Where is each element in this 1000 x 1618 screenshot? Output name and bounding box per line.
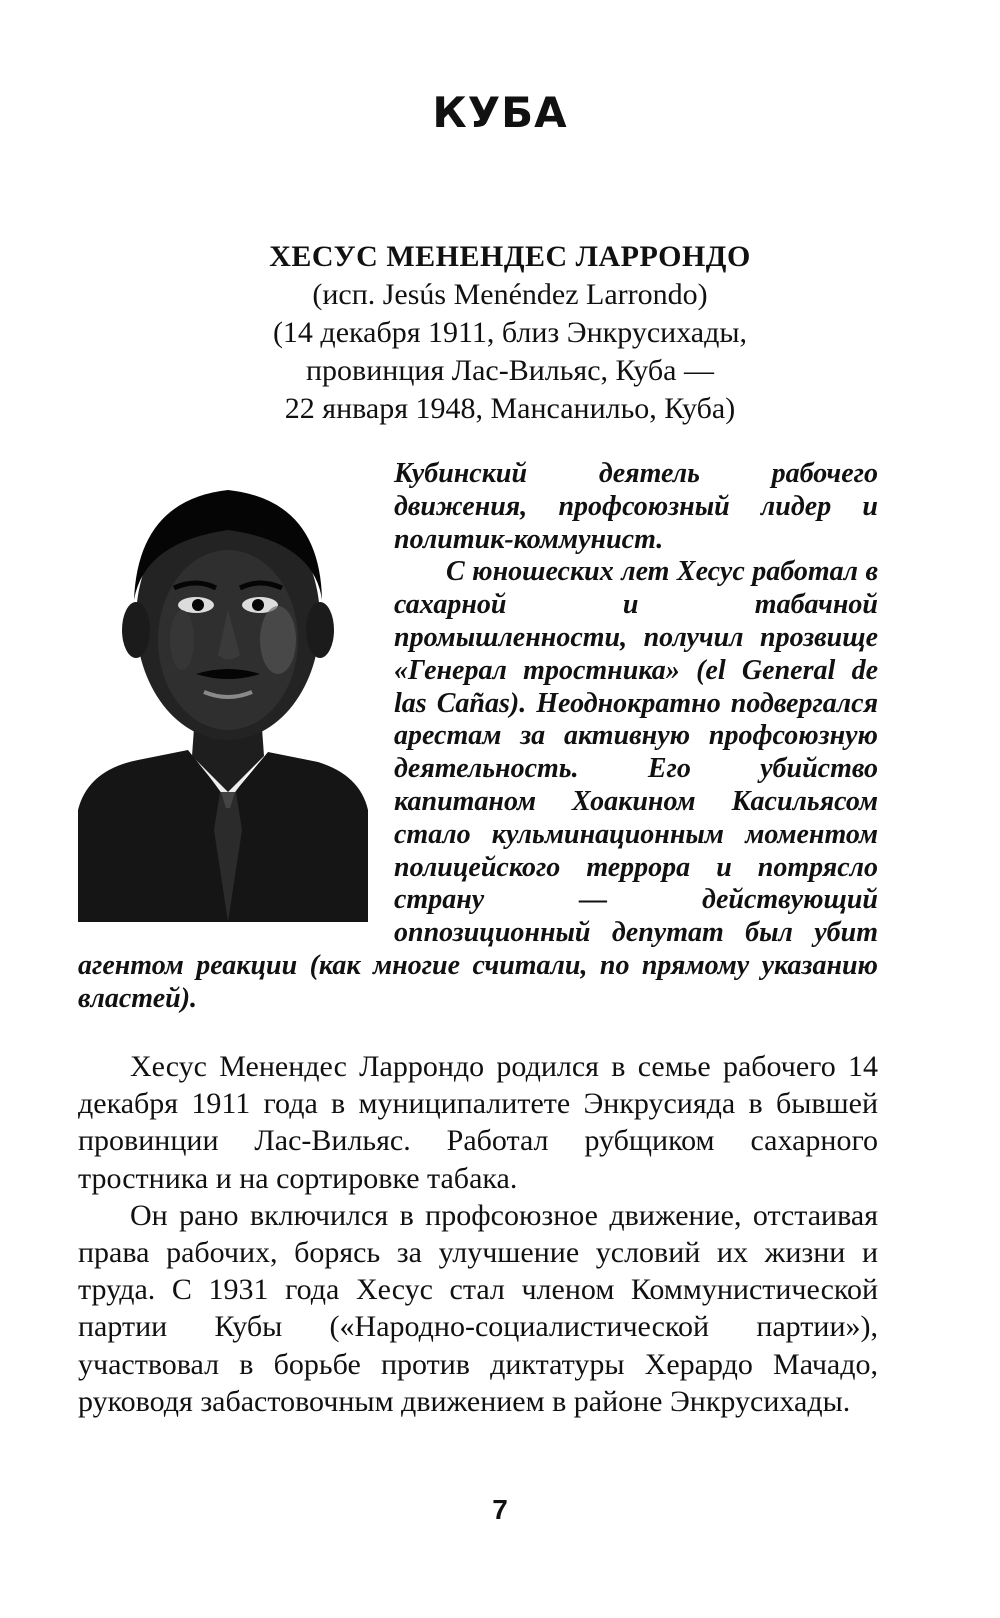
section-title: КУБА (432, 88, 568, 137)
person-header (150, 238, 870, 428)
body-paragraph-2: Он рано включился в профсоюзное движение, отстаивая права рабочих, борясь за улучшение условий их жизни и труда. С 1931 года Хесус стал членом Коммунистической партии Кубы («Народно-социалистической партии»), участвовал в борьбе против диктатуры Херардо Мачадо, руководя забастовочным движением в районе Энкрусихады. (78, 1198, 878, 1418)
person-dates-line-3: 22 января 1948, Мансанильо, Куба) (284, 392, 736, 425)
page-number: 7 (492, 1494, 508, 1525)
portrait-text-wrap-space (78, 458, 394, 930)
person-dates-line-2: провинция Лас-Вильяс, Куба — (306, 354, 714, 387)
intro-paragraph-1: Кубинский деятель рабочего движения, профсоюзный лидер и политик-коммунист. (394, 458, 878, 555)
person-spanish-name: (исп. Jesús Menéndez Larrondo) (312, 278, 708, 311)
person-dates-line-1: (14 декабря 1911, близ Энкрусихады, (272, 316, 748, 349)
person-name: ХЕСУС МЕНЕНДЕС ЛАРРОНДО (269, 240, 751, 273)
intro-summary (78, 458, 878, 1016)
article-body (78, 1048, 878, 1420)
intro-paragraph-2: С юношеских лет Хесус работал в сахарной и табачной промышленности, получил прозвище «Генерал тростника» (el General de las Cañas). Неоднократно подвергался арестам за активную профсоюзную деятельность. Его убийство капитаном Хоакином Касильясом стало кульминационным моментом полицейского террора и потрясло страну — действующий оппозиционный депутат был убит агентом реакции (как многие считали, по прямому указанию властей). (78, 556, 878, 1014)
body-paragraph-1: Хесус Менендес Ларрондо родился в семье рабочего 14 декабря 1911 года в муниципалитете Энкрусияда в бывшей провинции Лас-Вильяс. Работал рубщиком сахарного тростника и на сортировке табака. (78, 1050, 878, 1195)
